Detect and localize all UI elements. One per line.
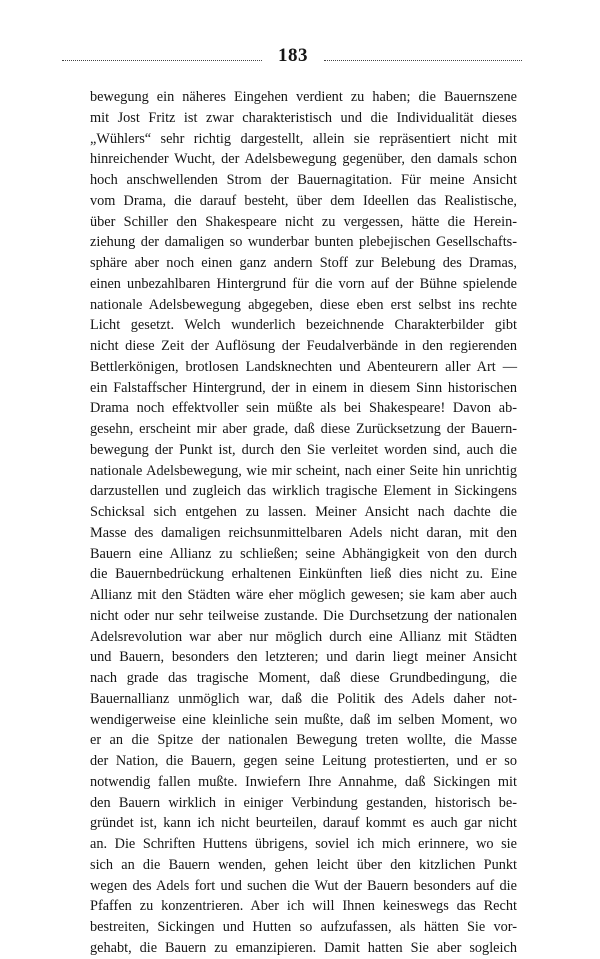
text-line: über Schiller den Shakespeare nicht zu vergessen, hätte die Herein- bbox=[90, 213, 517, 230]
text-line: „Wühlers“ sehr richtig dargestellt, allein sie repräsentiert nicht mit bbox=[90, 130, 517, 147]
text-line: nicht diese Zeit der Auflösung der Feudalverbände in den regierenden bbox=[90, 338, 517, 354]
text-line: sich an die Bauern wenden, gehen leicht über den kitzlichen Punkt bbox=[90, 856, 517, 873]
text-line: gründet ist, kann ich nicht beurteilen, darauf kommt es auch gar nicht bbox=[90, 815, 517, 832]
text-line: ziehung der damaligen so wunderbar bunten plebejischen Gesellschafts- bbox=[90, 234, 517, 251]
text-line: und Bauern, besonders den letzteren; und darin liegt meiner Ansicht bbox=[90, 649, 517, 666]
text-line: die Bauernbedrückung erhaltenen Einkünften ließ dies nicht zu. Eine bbox=[90, 566, 517, 583]
page-number: 183 bbox=[278, 45, 308, 66]
text-line: wegen des Adels fort und suchen die Wut der Bauern besonders auf die bbox=[90, 877, 517, 894]
text-line: Masse des damaligen reichsunmittelbaren Adels nicht daran, mit den bbox=[90, 524, 517, 541]
text-line: nationale Adelsbewegung abgegeben, diese eben erst selbst ins rechte bbox=[90, 296, 517, 313]
text-line: er an die Spitze der nationalen Bewegung treten wollte, die Masse bbox=[90, 732, 517, 749]
text-line: Allianz mit den Städten wäre eher möglich gewesen; sie kam aber auch bbox=[90, 587, 517, 603]
text-line: mit Jost Fritz ist zwar charakteristisch und die Individualität dieses bbox=[90, 109, 517, 126]
text-line: hoch anschwellenden Strom der Bauernagitation. Für meine Ansicht bbox=[90, 172, 517, 188]
text-line: nicht oder nur sehr teilweise zustande. Die Durchsetzung der nationalen bbox=[90, 607, 517, 624]
text-line: den Bauern wirklich in einiger Verbindung gestanden, historisch be- bbox=[90, 794, 517, 811]
text-line: gehabt, die Bauern zu emanzipieren. Damit hatten Sie aber sogleich bbox=[90, 939, 517, 956]
text-line: Adelsrevolution war aber nur möglich durch eine Allianz mit Städten bbox=[90, 628, 517, 645]
text-line: bewegung ein näheres Eingehen verdient zu haben; die Bauernszene bbox=[90, 89, 517, 105]
text-line: vom Drama, die darauf besteht, über dem Ideellen das Realistische, bbox=[90, 192, 517, 209]
text-line: Drama noch effektvoller sein müßte als bei Shakespeare! Davon ab- bbox=[90, 400, 517, 417]
text-line: sphäre aber noch einen ganz andern Stoff zur Belebung des Dramas, bbox=[90, 255, 517, 271]
text-line: bestreiten, Sickingen und Hutten so aufzufassen, als hätten Sie vor- bbox=[90, 919, 517, 935]
text-line: Bauern eine Allianz zu schließen; seine Abhängigkeit von den durch bbox=[90, 545, 517, 562]
text-line: an. Die Schriften Huttens übrigens, soviel ich mich erinnere, wo sie bbox=[90, 836, 517, 852]
text-line: Bauernallianz unmöglich war, daß die Politik des Adels daher not- bbox=[90, 690, 517, 707]
text-line: nationale Adelsbewegung, wie mir scheint, nach einer Seite hin unrichtig bbox=[90, 462, 517, 479]
text-line: ein Falstaffscher Hintergrund, der in einem in diesem Sinn historischen bbox=[90, 379, 517, 396]
text-line: Bettlerkönigen, brotlosen Landsknechten und Abenteurern aller Art — bbox=[90, 358, 517, 375]
body-text bbox=[90, 87, 517, 959]
header-rule-left bbox=[62, 60, 262, 61]
text-line: wendigerweise eine kleinliche sein mußte, daß im selben Moment, wo bbox=[90, 711, 517, 728]
text-line: einen unbezahlbaren Hintergrund für die vorn auf der Bühne spielende bbox=[90, 275, 517, 292]
text-line: darzustellen und zugleich das wirklich tragische Element in Sickingens bbox=[90, 483, 517, 500]
text-line: notwendig fallen mußte. Inwiefern Ihre Annahme, daß Sickingen mit bbox=[90, 773, 517, 790]
text-line: gesehn, erscheint mir aber grade, daß diese Zurücksetzung der Bauern- bbox=[90, 421, 517, 437]
text-line: hinreichender Wucht, der Adelsbewegung gegenüber, den damals schon bbox=[90, 151, 517, 168]
header-rule-right bbox=[324, 60, 522, 61]
text-line: der Nation, die Bauern, gegen seine Leitung protestierten, und er so bbox=[90, 753, 517, 769]
page-header bbox=[62, 44, 522, 72]
text-line: Pfaffen zu konzentrieren. Aber ich will Ihnen keineswegs das Recht bbox=[90, 898, 517, 915]
text-line: Schicksal sich entgehen zu lassen. Meiner Ansicht nach dachte die bbox=[90, 504, 517, 520]
text-line: bewegung der Punkt ist, durch den Sie verleitet worden sind, auch die bbox=[90, 441, 517, 458]
text-line: nach grade das tragische Moment, daß diese Grundbedingung, die bbox=[90, 670, 517, 686]
text-line: Licht gesetzt. Welch wunderlich bezeichnende Charakterbilder gibt bbox=[90, 317, 517, 334]
